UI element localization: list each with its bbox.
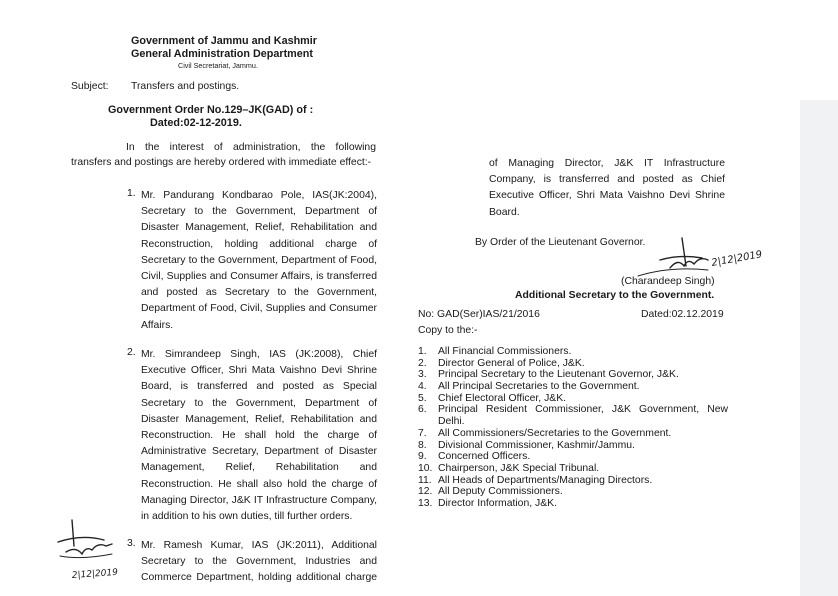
signature-date: 2|12|2019 <box>710 249 764 269</box>
item-line: Reconstruction. He shall also hold the charge of <box>141 478 377 490</box>
copy-text: All Heads of Departments/Managing Directors. <box>438 474 653 486</box>
continuation-line: Executive Officer, Shri Mata Vaishno Devi Shrine <box>489 190 725 202</box>
list-item <box>418 393 730 405</box>
item-line: Secretary to the Government, Department of <box>141 397 377 409</box>
item-line: Mr. Simrandeep Singh, IAS (JK:2008), Chief <box>141 349 377 360</box>
item-line: Mr. Pandurang Kondbarao Pole, IAS(JK:2004), <box>141 190 377 201</box>
list-item <box>418 381 730 393</box>
copy-text: Principal Secretary to the Lieutenant Governor, J&K. <box>438 369 679 381</box>
intro-line-2: transfers and postings are hereby ordered with immediate effect:- <box>71 157 372 168</box>
item-line: Secretary to the Government, Department of Food, <box>141 254 377 266</box>
item-line: Managing Director, J&K IT Infrastructure Company, <box>141 494 377 506</box>
reference-number: No: GAD(Ser)IAS/21/2016 <box>418 309 540 320</box>
list-item <box>141 188 377 334</box>
list-item <box>418 498 730 510</box>
order-date: Dated:02-12-2019. <box>150 117 242 129</box>
copy-to-list <box>418 346 730 514</box>
item-line: Secretary to the Government, Department of <box>141 206 377 218</box>
copy-number: 2. <box>418 357 427 369</box>
margin-initial-date: 2|12|2019 <box>71 567 119 581</box>
copy-text: Director General of Police, J&K. <box>438 357 585 369</box>
list-item <box>141 347 377 525</box>
copy-text: All Financial Commissioners. <box>438 346 572 357</box>
copy-number: 1. <box>418 346 427 357</box>
header-address: Civil Secretariat, Jammu. <box>178 61 258 70</box>
list-item <box>418 428 730 440</box>
copy-number: 10. <box>418 462 433 474</box>
continuation-line: of Managing Director, J&K IT Infrastructure <box>489 158 725 169</box>
continuation-line: Company, is transferred and posted as Chief <box>489 174 725 186</box>
item-line: Reconstruction, holding additional charge of <box>141 238 377 250</box>
item-line: Secretary to the Government, Industries and <box>141 556 377 568</box>
list-item <box>418 486 730 498</box>
item-line: Mr. Ramesh Kumar, IAS (JK:2011), Additional <box>141 540 377 551</box>
list-item <box>418 475 730 487</box>
signatory-designation: Additional Secretary to the Government. <box>515 290 715 301</box>
subject-label: Subject: <box>71 81 109 92</box>
item-line: and posted as Secretary to the Government, <box>141 287 377 299</box>
item-number: 1. <box>127 188 136 199</box>
copy-number: 13. <box>418 497 433 509</box>
continuation-line: Board. <box>489 206 520 218</box>
copy-text: All Deputy Commissioners. <box>438 486 563 498</box>
copy-number: 4. <box>418 381 427 393</box>
copy-number: 7. <box>418 427 427 439</box>
copy-text: Director Information, J&K. <box>438 497 557 509</box>
copy-to-label: Copy to the:- <box>418 325 478 336</box>
item-line: Disaster Management, Relief, Rehabilitation and <box>141 413 377 425</box>
copy-number: 12. <box>418 486 433 498</box>
item-number: 3. <box>127 538 136 549</box>
margin-initial-signature <box>52 516 136 588</box>
copy-text: Concerned Officers. <box>438 451 531 463</box>
list-item <box>418 358 730 370</box>
copy-text: All Commissioners/Secretaries to the Government. <box>438 427 672 439</box>
continuation-block <box>489 156 725 221</box>
by-order-text: By Order of the Lieutenant Governor. <box>475 237 646 248</box>
item-line: Commerce Department, holding additional charge <box>141 572 377 584</box>
item-line: Reconstruction. He shall hold the charge of <box>141 430 377 442</box>
copy-number: 6. <box>418 404 427 416</box>
item-line: Disaster Management, Relief, Rehabilitation and <box>141 222 377 234</box>
item-line: Management, Relief, Rehabilitation and <box>141 462 377 474</box>
item-line: Executive Officer, Shri Mata Vaishno Devi Shrine <box>141 365 377 377</box>
header-department: General Administration Department <box>131 48 313 60</box>
page-edge-strip <box>800 100 838 596</box>
order-number: Government Order No.129–JK(GAD) of : <box>108 104 314 116</box>
item-line: in addition to his own duties, till further orders. <box>141 511 353 523</box>
copy-number: 11. <box>418 474 432 486</box>
copy-number: 9. <box>418 451 427 463</box>
list-item <box>418 440 730 452</box>
list-item <box>418 451 730 463</box>
copy-number: 5. <box>418 392 427 404</box>
item-line: Board, is transferred and posted as Special <box>141 381 377 393</box>
list-item <box>418 346 730 358</box>
copy-text: Principal Resident Commissioner, J&K Government, New Delhi. <box>438 404 728 428</box>
copy-text: Chief Electoral Officer, J&K. <box>438 392 567 404</box>
copy-text: All Principal Secretaries to the Government. <box>438 381 640 393</box>
signatory-name: (Charandeep Singh) <box>621 276 715 287</box>
item-line: Affairs. <box>141 319 174 331</box>
item-line: Department of Food, Civil, Supplies and Consumer <box>141 303 377 315</box>
list-item <box>418 369 730 381</box>
intro-line-1: In the interest of administration, the following <box>126 142 376 153</box>
list-item <box>418 404 730 427</box>
item-number: 2. <box>127 347 136 358</box>
reference-date: Dated:02.12.2019 <box>641 309 724 320</box>
copy-text: Divisional Commissioner, Kashmir/Jammu. <box>438 439 635 451</box>
list-item <box>418 463 730 475</box>
copy-number: 8. <box>418 439 427 451</box>
copy-number: 3. <box>418 369 427 381</box>
list-item <box>141 538 377 587</box>
copy-text: Chairperson, J&K Special Tribunal. <box>438 462 600 474</box>
item-line: Civil, Supplies and Consumer Affairs, is transferred <box>141 271 377 283</box>
item-line: Administrative Secretary, Department of Disaster <box>141 446 377 458</box>
header-government: Government of Jammu and Kashmir <box>131 35 317 47</box>
subject-text: Transfers and postings. <box>131 81 240 92</box>
